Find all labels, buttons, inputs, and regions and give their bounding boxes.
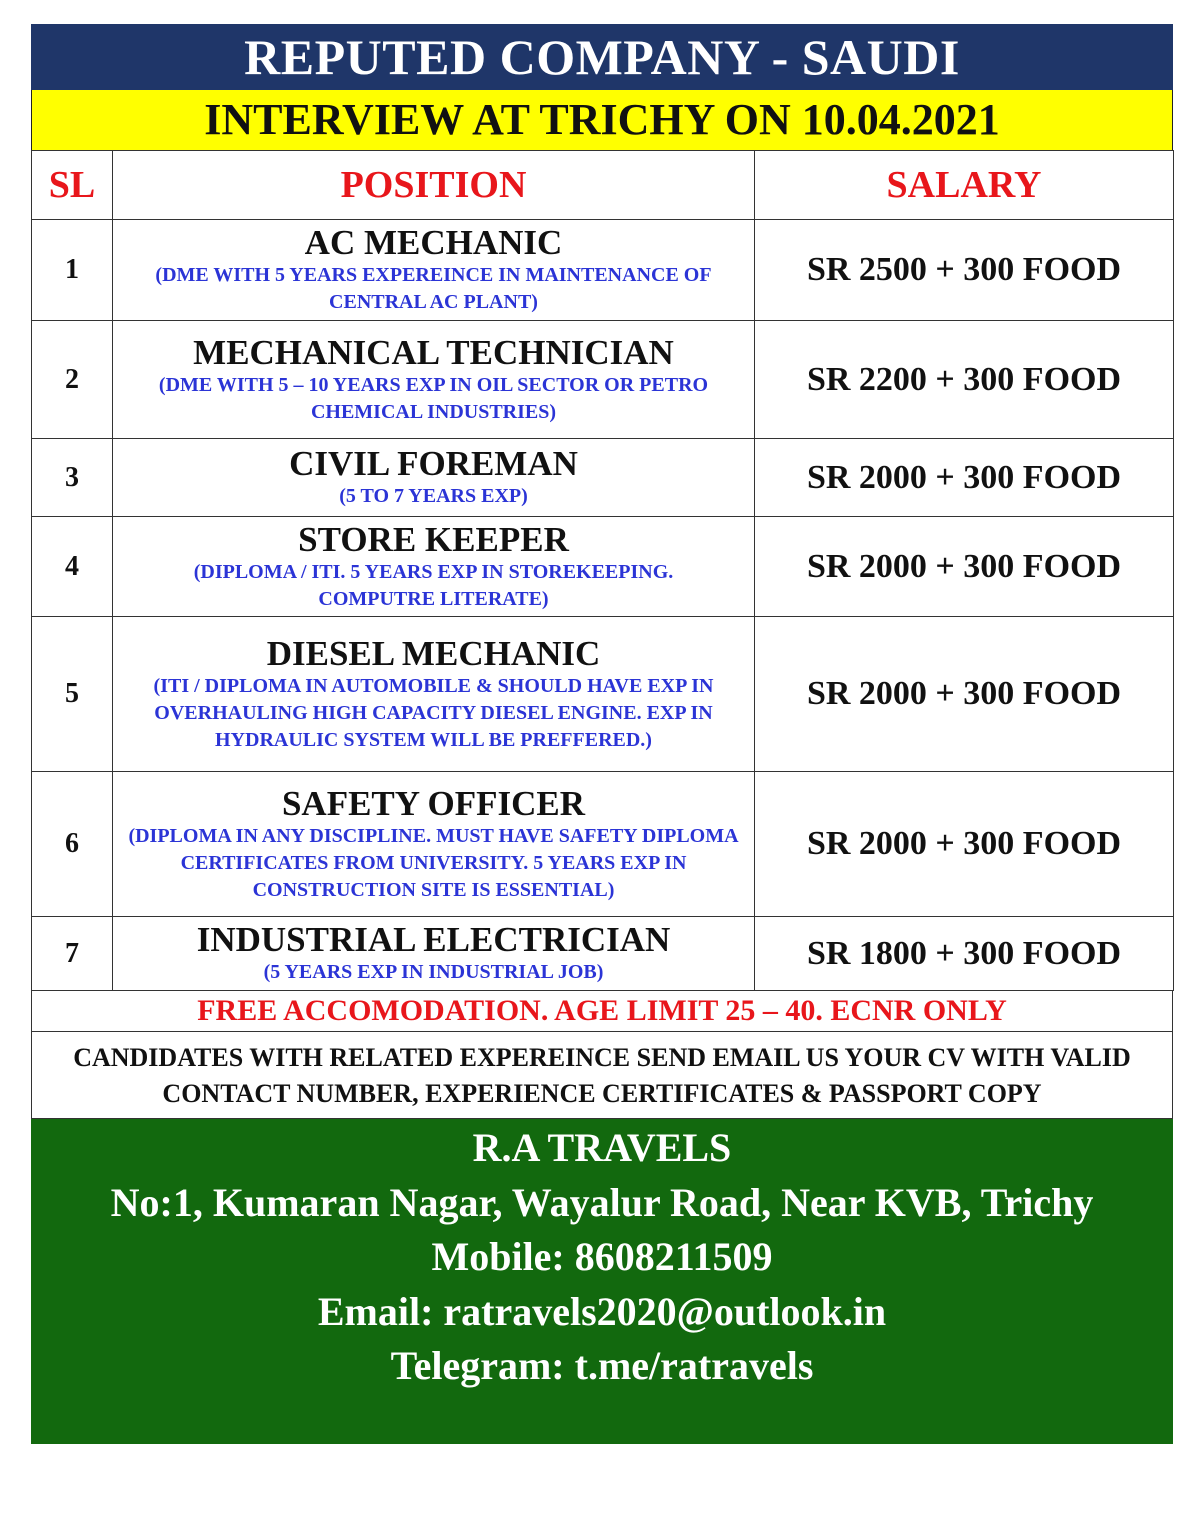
table-row — [32, 321, 1174, 439]
poster-title: REPUTED COMPANY - SAUDI — [31, 24, 1173, 90]
position-title: CIVIL FOREMAN — [289, 444, 578, 483]
application-instructions: CANDIDATES WITH RELATED EXPEREINCE SEND EMAIL US YOUR CV WITH VALID CONTACT NUMBER, EXPERIENCE CERTIFICATES & PASSPORT COPY — [31, 1032, 1173, 1119]
row-sl: 3 — [32, 439, 113, 517]
row-sl: 5 — [32, 617, 113, 772]
row-salary: SR 2000 + 300 FOOD — [755, 439, 1174, 517]
table-row — [32, 917, 1174, 991]
table-header-row — [32, 151, 1174, 220]
position-detail: (DIPLOMA / ITI. 5 YEARS EXP IN STOREKEEPING. COMPUTRE LITERATE) — [193, 560, 674, 610]
row-sl: 2 — [32, 321, 113, 439]
column-header-position: POSITION — [113, 151, 755, 220]
table-row — [32, 617, 1174, 772]
table-row — [32, 220, 1174, 321]
company-name: R.A TRAVELS — [472, 1125, 732, 1170]
table-row — [32, 517, 1174, 617]
row-position — [113, 917, 755, 991]
row-sl: 6 — [32, 772, 113, 917]
interview-banner: INTERVIEW AT TRICHY ON 10.04.2021 — [31, 90, 1173, 150]
column-header-salary: SALARY — [755, 151, 1174, 220]
row-salary: SR 2000 + 300 FOOD — [755, 617, 1174, 772]
job-poster — [31, 24, 1173, 1444]
table-row — [32, 439, 1174, 517]
position-title: STORE KEEPER — [298, 519, 569, 559]
contact-email: Email: ratravels2020@outlook.in — [317, 1288, 887, 1334]
row-position — [113, 439, 755, 517]
contact-mobile: Mobile: 8608211509 — [431, 1234, 773, 1279]
row-sl: 4 — [32, 517, 113, 617]
position-detail: (5 YEARS EXP IN INDUSTRIAL JOB) — [263, 961, 604, 983]
position-detail: (ITI / DIPLOMA IN AUTOMOBILE & SHOULD HAVE EXP IN OVERHAULING HIGH CAPACITY DIESEL ENGINE. EXP IN HYDRAULIC SYSTEM WILL BE PREFFERED.) — [153, 674, 714, 751]
position-title: AC MECHANIC — [304, 223, 563, 262]
row-position — [113, 321, 755, 439]
position-title: DIESEL MECHANIC — [266, 633, 601, 673]
column-header-sl: SL — [32, 151, 113, 220]
company-address: No:1, Kumaran Nagar, Wayalur Road, Near KVB, Trichy — [110, 1179, 1094, 1225]
contact-footer — [31, 1119, 1173, 1444]
row-sl: 1 — [32, 220, 113, 321]
row-position — [113, 517, 755, 617]
position-title: SAFETY OFFICER — [281, 783, 586, 823]
row-salary: SR 2000 + 300 FOOD — [755, 517, 1174, 617]
contact-telegram: Telegram: t.me/ratravels — [390, 1343, 814, 1388]
row-salary: SR 2200 + 300 FOOD — [755, 321, 1174, 439]
benefits-note: FREE ACCOMODATION. AGE LIMIT 25 – 40. ECNR ONLY — [31, 991, 1173, 1032]
row-position — [113, 220, 755, 321]
table-row — [32, 772, 1174, 917]
row-position — [113, 772, 755, 917]
position-title: INDUSTRIAL ELECTRICIAN — [196, 920, 671, 959]
position-title: MECHANICAL TECHNICIAN — [193, 332, 674, 372]
position-detail: (5 TO 7 YEARS EXP) — [339, 485, 528, 507]
position-detail: (DME WITH 5 – 10 YEARS EXP IN OIL SECTOR OR PETRO CHEMICAL INDUSTRIES) — [158, 373, 709, 423]
row-position — [113, 617, 755, 772]
positions-table — [31, 150, 1174, 991]
position-detail: (DME WITH 5 YEARS EXPEREINCE IN MAINTENANCE OF CENTRAL AC PLANT) — [155, 264, 712, 313]
row-salary: SR 2000 + 300 FOOD — [755, 772, 1174, 917]
position-detail: (DIPLOMA IN ANY DISCIPLINE. MUST HAVE SAFETY DIPLOMA CERTIFICATES FROM UNIVERSITY. 5 YEARS EXP IN CONSTRUCTION SITE IS ESSENTIAL) — [128, 824, 739, 901]
row-salary: SR 2500 + 300 FOOD — [755, 220, 1174, 321]
row-sl: 7 — [32, 917, 113, 991]
row-salary: SR 1800 + 300 FOOD — [755, 917, 1174, 991]
